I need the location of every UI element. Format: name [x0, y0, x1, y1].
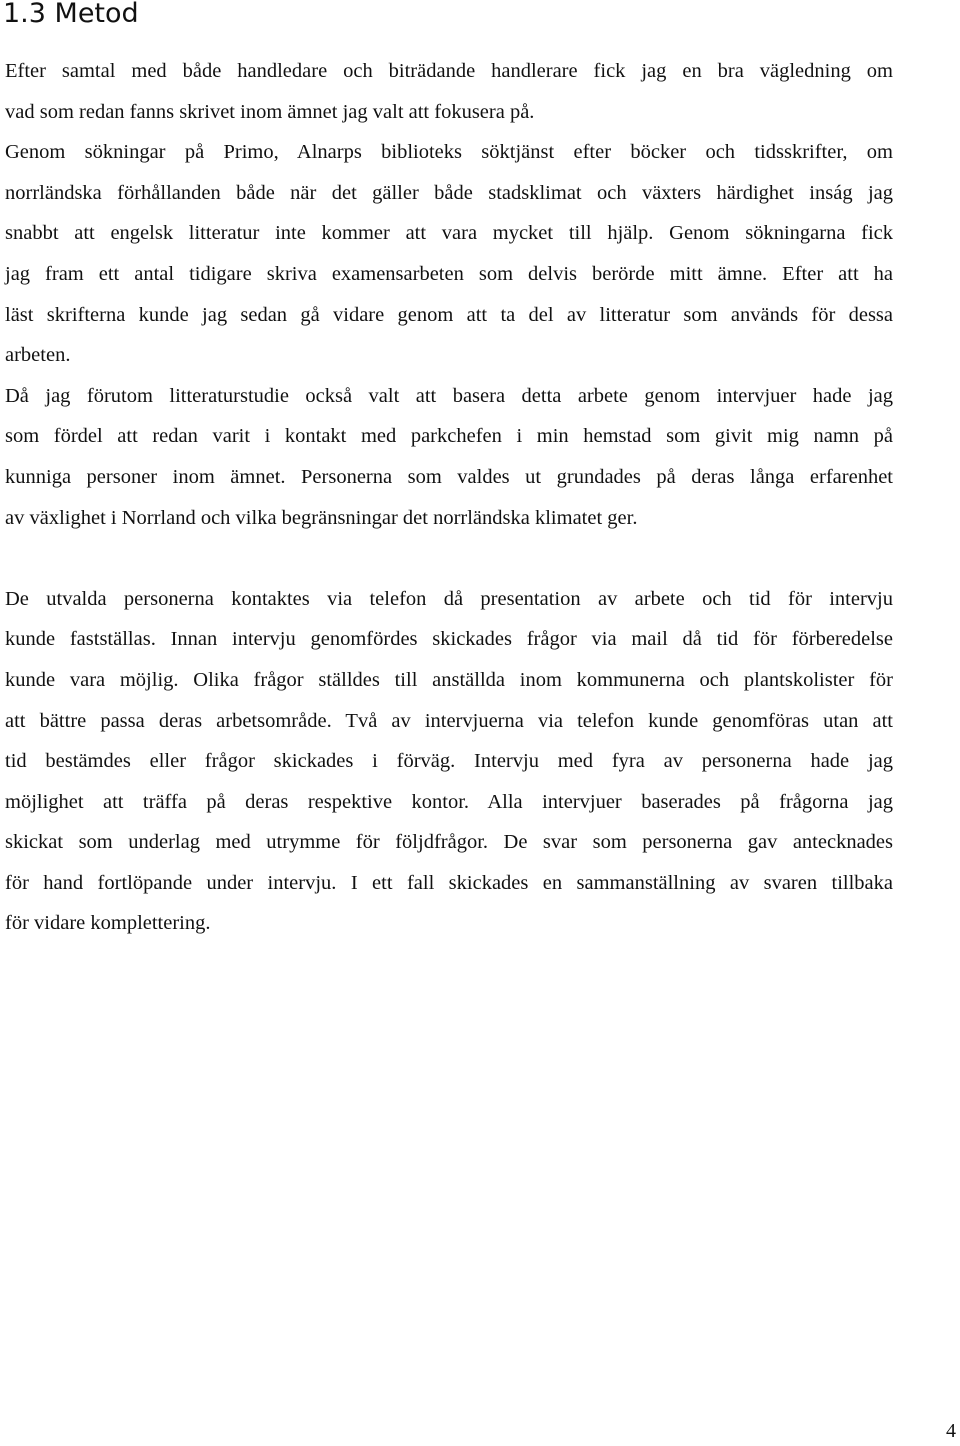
- paragraph-line: Då jag förutom litteraturstudie också valt att basera detta arbete genom intervjuer hade jag: [5, 384, 893, 407]
- paragraph-line: arbeten.: [5, 344, 71, 367]
- paragraph-line: De utvalda personerna kontaktes via telefon då presentation av arbete och tid för intervju: [5, 587, 893, 610]
- paragraph-line: kunde vara möjlig. Olika frågor ställdes till anställda inom kommunerna och plantskolister för: [5, 668, 893, 691]
- paragraph-line: jag fram ett antal tidigare skriva examensarbeten som delvis berörde mitt ämne. Efter att ha: [5, 262, 893, 285]
- body-text: [5, 51, 893, 944]
- paragraph-line: kunde fastställas. Innan intervju genomfördes skickades frågor via mail då tid för förberedelse: [5, 628, 893, 651]
- paragraph-line: Efter samtal med både handledare och biträdande handlerare fick jag en bra vägledning om: [5, 60, 893, 82]
- paragraph-line: av växlighet i Norrland och vilka begränsningar det norrländska klimatet ger.: [5, 506, 638, 529]
- page-number: 4: [946, 1420, 956, 1442]
- paragraph-line: för hand fortlöpande under intervju. I ett fall skickades en sammanställning av svaren tillbaka: [5, 871, 893, 894]
- section-heading: 1.3 Metod: [3, 0, 139, 29]
- paragraph-line: norrländska förhållanden både när det gäller både stadsklimat och växters härdighet inság jag: [5, 181, 893, 204]
- paragraph-line: tid bestämdes eller frågor skickades i förväg. Intervju med fyra av personerna hade jag: [5, 750, 893, 773]
- paragraph-line: som fördel att redan varit i kontakt med parkchefen i min hemstad som givit mig namn på: [5, 425, 893, 448]
- paragraph-line: kunniga personer inom ämnet. Personerna som valdes ut grundades på deras långa erfarenhet: [5, 465, 893, 488]
- paragraph-line: för vidare komplettering.: [5, 912, 211, 935]
- paragraph-line: Genom sökningar på Primo, Alnarps biblioteks söktjänst efter böcker och tidsskrifter, om: [5, 141, 893, 164]
- paragraph-line: läst skrifterna kunde jag sedan gå vidare genom att ta del av litteratur som används för dessa: [5, 303, 893, 326]
- paragraph-spacer: [5, 538, 893, 579]
- paragraph-line: möjlighet att träffa på deras respektive kontor. Alla intervjuer baserades på frågorna jag: [5, 790, 893, 813]
- paragraph-line: att bättre passa deras arbetsområde. Två av intervjuerna via telefon kunde genomföras utan att: [5, 709, 893, 732]
- paragraph-line: skickat som underlag med utrymme för följdfrågor. De svar som personerna gav antecknades: [5, 831, 893, 854]
- paragraph-line: vad som redan fanns skrivet inom ämnet jag valt att fokusera på.: [5, 100, 535, 123]
- paragraph-line: snabbt att engelsk litteratur inte kommer att vara mycket till hjälp. Genom sökningarna fick: [5, 222, 893, 245]
